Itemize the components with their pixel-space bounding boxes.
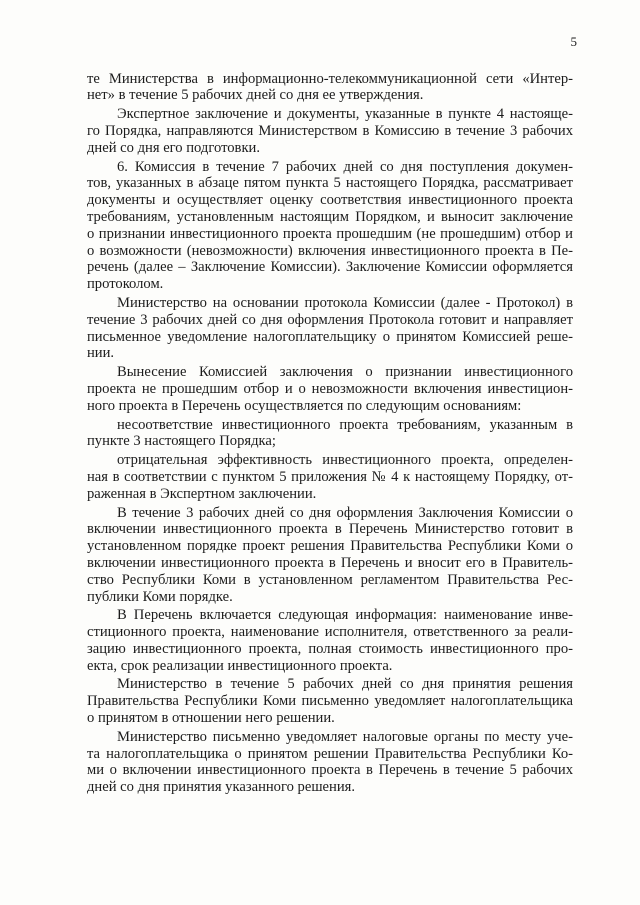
paragraph-ground-noncompliance [87, 417, 573, 451]
paragraph-list-information [87, 607, 573, 674]
text-line: Вынесение Комиссией заключения о признании инвестиционного [117, 364, 573, 381]
text-line: В течение 3 рабочих дней со дня оформления Заключения Комиссии о [117, 504, 573, 521]
text-line: речень (далее – Заключение Комиссии). Заключение Комиссии оформляется [87, 259, 573, 276]
text-line: нет» в течение 5 рабочих дней со дня ее утверждения. [87, 87, 424, 104]
text-line: раженная в Экспертном заключении. [87, 485, 317, 502]
paragraph-item-6-commission-review [87, 159, 573, 293]
text-line: Министерство на основании протокола Комиссии (далее - Протокол) в [117, 294, 573, 311]
text-line: несоответствие инвестиционного проекта требованиям, указанным в [117, 416, 573, 433]
text-line: требованиям, установленным настоящим Порядком, и выносит заключение [87, 208, 573, 225]
text-line: установленном порядке проект решения Правительства Республики Коми о [87, 538, 573, 555]
text-line: та налогоплательщика о принятом решении Правительства Республики Ко- [87, 745, 573, 762]
paragraph-tax-authority-notification [87, 729, 573, 796]
paragraph-ground-negative-efficiency [87, 452, 573, 502]
text-line: В Перечень включается следующая информация: наименование инве- [117, 607, 573, 624]
text-line: документы и осуществляет оценку соответствия инвестиционного проекта [87, 192, 573, 209]
text-line: те Министерства в информационно-телекоммуникационной сети «Интер- [87, 70, 573, 87]
text-line: письменное уведомление налогоплательщику о принятом Комиссией реше- [87, 328, 573, 345]
text-line: отрицательная эффективность инвестиционного проекта, определен- [117, 452, 573, 469]
paragraph-government-decision-draft [87, 505, 573, 606]
text-line: о принятом в отношении него решении. [87, 710, 335, 727]
text-line: проекта не прошедшим отбор и о невозможности включения инвестицион- [87, 380, 573, 397]
text-line: о возможности (невозможности) включения инвестиционного проекта в Пе- [87, 242, 573, 259]
paragraph-taxpayer-notification [87, 676, 573, 726]
text-line: ми о включении инвестиционного проекта в Перечень в течение 5 рабочих [87, 762, 573, 779]
text-line: екта, срок реализации инвестиционного проекта. [87, 657, 393, 674]
text-line: дней со дня его подготовки. [87, 139, 260, 156]
text-line: включении инвестиционного проекта в Перечень Министерство готовит в [87, 521, 573, 538]
text-line: 6. Комиссия в течение 7 рабочих дней со дня поступления докумен- [117, 158, 573, 175]
text-line: ство Республики Коми в установленном регламентом Правительства Рес- [87, 571, 573, 588]
text-line: протоколом. [87, 276, 164, 293]
text-line: го Порядка, направляются Министерством в Комиссию в течение 3 рабочих [87, 122, 573, 139]
text-line: нии. [87, 345, 115, 362]
text-line: Министерство в течение 5 рабочих дней со дня принятия решения [117, 676, 573, 693]
text-line: публики Коми порядке. [87, 588, 233, 605]
text-line: дней со дня принятия указанного решения. [87, 779, 356, 796]
paragraph-continued-from-previous-page [87, 71, 573, 105]
paragraph-protocol-notification [87, 295, 573, 362]
text-line: течение 3 рабочих дней со дня оформления Протокола готовит и направляет [87, 311, 573, 328]
text-line: стиционного проекта, наименование исполнителя, ответственного за реали- [87, 624, 573, 641]
text-line: о признании инвестиционного проекта прошедшим (не прошедшим) отбор и [87, 225, 573, 242]
text-line: Министерство письменно уведомляет налоговые органы по месту уче- [117, 728, 573, 745]
text-line: тов, указанных в абзаце пятом пункта 5 настоящего Порядка, рассматривает [87, 175, 573, 192]
paragraph-expert-conclusion [87, 106, 573, 156]
text-line: Экспертное заключение и документы, указанные в пункте 4 настояще- [117, 106, 573, 123]
text-line: ная в соответствии с пунктом 5 приложения № 4 к настоящему Порядку, от- [87, 468, 573, 485]
paragraph-rejection-grounds [87, 364, 573, 414]
document-body [87, 71, 573, 796]
text-line: зацию инвестиционного проекта, полная стоимость инвестиционного про- [87, 640, 573, 657]
text-line: включении инвестиционного проекта в Перечень и вносит его в Правитель- [87, 554, 573, 571]
page-number: 5 [570, 34, 577, 49]
text-line: ного проекта в Перечень осуществляется по следующим основаниям: [87, 397, 522, 414]
text-line: Правительства Республики Коми письменно уведомляет налогоплательщика [87, 693, 573, 710]
text-line: пункте 3 настоящего Порядка; [87, 433, 276, 450]
